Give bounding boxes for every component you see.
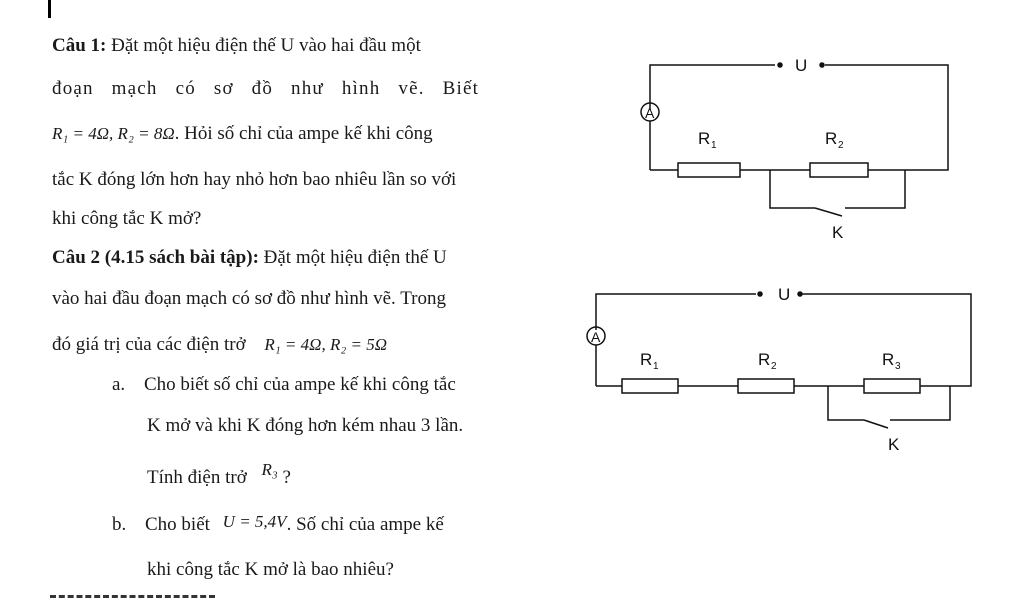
c1-r2-label: R	[825, 129, 838, 148]
c2-r2-sub: 2	[771, 361, 777, 372]
q2-a-line-2: K mở và khi K đóng hơn kém nhau 3 lần.	[147, 415, 464, 436]
q2-b-line-1	[112, 513, 444, 537]
q2-b-line-2: khi công tắc K mở là bao nhiêu?	[147, 559, 394, 580]
c2-r3-label: R	[882, 350, 895, 369]
c1-resistor-r1-icon	[678, 163, 740, 177]
c1-switch-label: K	[832, 223, 844, 242]
cut-off-text-line	[50, 595, 215, 602]
q2-b-text-1: Cho biết	[145, 514, 210, 535]
q2-b-label: b.	[112, 514, 127, 535]
q1-line-4: tắc K đóng lớn hơn hay nhỏ hơn bao nhiêu lần so với	[52, 169, 457, 190]
c2-resistor-r3-icon	[864, 379, 920, 393]
q2-r3-symbol: R₃	[261, 460, 278, 479]
q2-line-1-text: Đặt một hiệu điện thế U	[258, 247, 447, 268]
c2-resistor-r2-icon	[738, 379, 794, 393]
c1-wire-top-left	[650, 65, 775, 110]
q2-line-2: vào hai đầu đoạn mạch có sơ đồ như hình vẽ. Trong	[52, 288, 446, 309]
q2-title: Câu 2 (4.15 sách bài tập):	[52, 247, 259, 268]
circuit-diagram-1	[620, 40, 960, 250]
c1-r2-sub: 2	[838, 140, 844, 151]
q1-line-1	[52, 34, 421, 58]
q2-a-text-1: Cho biết số chỉ của ampe kế khi công tắc	[143, 374, 456, 395]
c1-wire-top-right	[825, 65, 948, 170]
c2-r3-sub: 3	[895, 361, 901, 372]
c2-switch-icon	[864, 420, 888, 428]
c1-r1-label: R	[698, 129, 711, 148]
q1-line-3	[52, 122, 433, 146]
q2-voltage-value: U = 5,4V	[222, 512, 287, 531]
q2-a-text-3: Tính điện trở	[147, 467, 247, 488]
q1-line-1-text: Đặt một hiệu điện thế U vào hai đầu một	[106, 35, 421, 56]
c2-resistor-r1-icon	[622, 379, 678, 393]
q2-a-line-1	[112, 373, 456, 397]
text-cursor	[48, 0, 51, 18]
q2-line-3	[52, 333, 387, 357]
c2-switch-label: K	[888, 435, 900, 454]
q2-line-1	[52, 246, 447, 270]
c2-r1-label: R	[640, 350, 653, 369]
q2-a-label: a.	[112, 374, 126, 395]
q2-a-question-mark: ?	[282, 467, 291, 488]
q1-line-2: đoạn mạch có sơ đồ như hình vẽ. Biết	[52, 78, 480, 99]
q1-line-5: khi công tắc K mở?	[52, 208, 202, 229]
c1-r1-sub: 1	[711, 140, 717, 151]
q2-resistor-values: R₁ = 4Ω, R₂ = 5Ω	[264, 335, 388, 354]
c2-ammeter-label: A	[591, 329, 601, 345]
c2-r2-label: R	[758, 350, 771, 369]
q1-resistor-values: R₁ = 4Ω, R₂ = 8Ω	[52, 124, 175, 143]
c1-voltage-label: U	[795, 56, 808, 75]
c1-switch-icon	[815, 208, 842, 216]
c2-r1-sub: 1	[653, 361, 659, 372]
circuit-diagram-2	[570, 270, 990, 470]
c1-resistor-r2-icon	[810, 163, 868, 177]
q2-a-line-3	[147, 460, 291, 490]
c1-ammeter-label: A	[645, 105, 655, 121]
q2-line-3-text: đó giá trị của các điện trở	[52, 334, 246, 355]
q1-title: Câu 1:	[52, 35, 107, 56]
q1-line-3-text: . Hỏi số chỉ của ampe kế khi công	[174, 123, 433, 144]
c2-voltage-label: U	[778, 285, 791, 304]
q2-b-text-1-rest: . Số chỉ của ampe kế	[286, 514, 444, 535]
